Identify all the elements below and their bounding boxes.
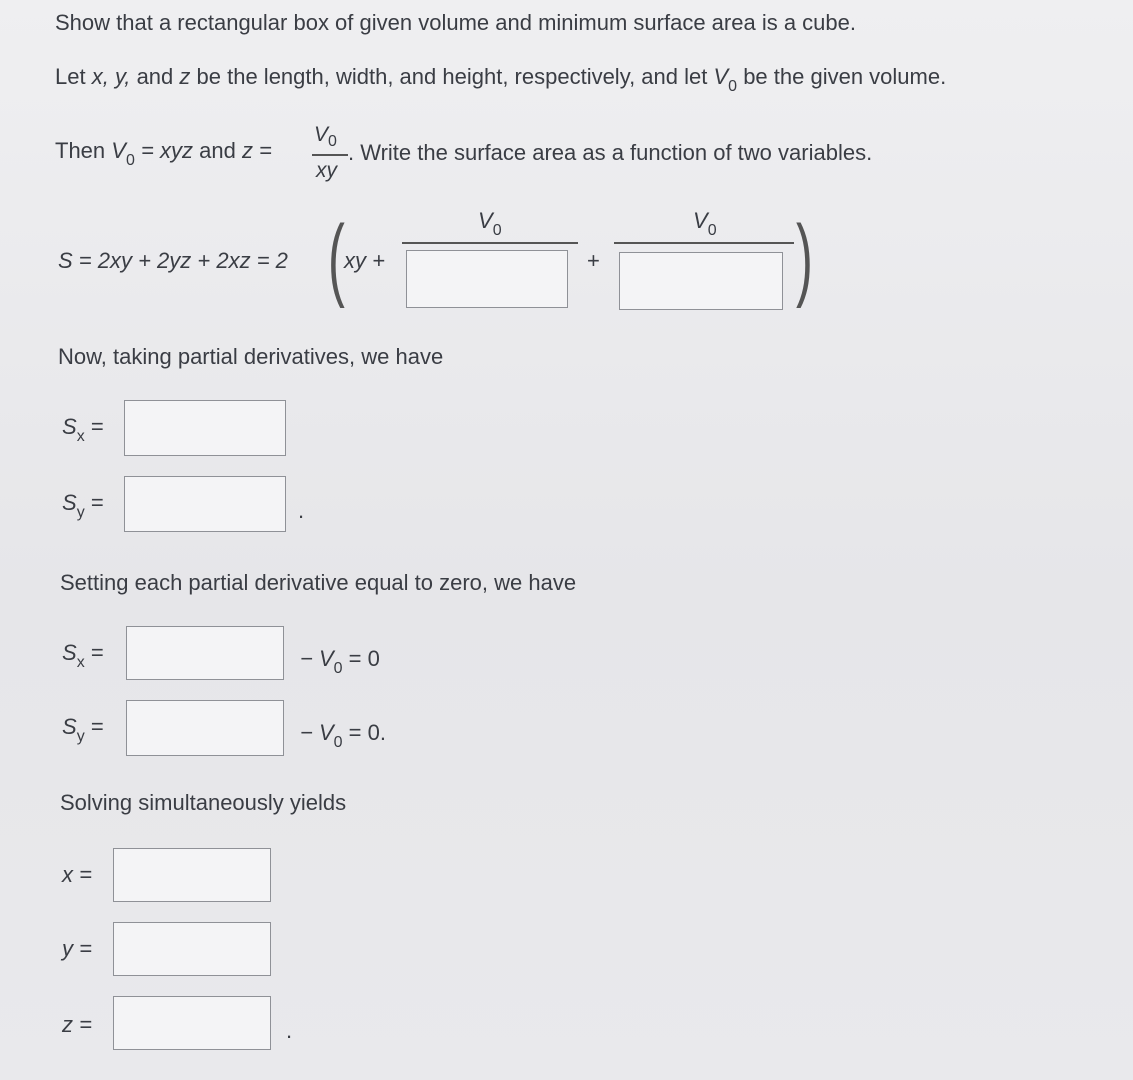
then-statement: Then $V_0$ = xyz and z = [55,138,272,169]
z-fraction-numerator: $V_0$ [314,123,337,150]
write-surface-instruction: . Write the surface area as a function of two variables. [348,140,873,165]
plus-sign: + [587,248,600,273]
setting-heading: Setting each partial derivative equal to zero, we have [60,570,577,595]
numerator-v0-2: $V_0$ [693,208,717,239]
surface-area-equation: S = 2xy + 2yz + 2xz = 2 [58,248,288,273]
left-parenthesis: ( [328,207,345,309]
y-label: y = [62,936,92,961]
sx-input[interactable] [124,400,286,456]
x-label: x = [62,862,92,887]
fraction-bar-2 [614,242,794,244]
right-parenthesis: ) [796,207,813,309]
sy-input[interactable] [124,476,286,532]
x-input[interactable] [113,848,271,902]
sx-zero-input[interactable] [126,626,284,680]
sy-label: $S_y$ = [62,490,104,521]
sy-zero-input[interactable] [126,700,284,756]
xy-plus: xy + [344,248,385,273]
z-period: . [286,1018,293,1043]
sx-zero-label: $S_x$ = [62,640,104,671]
sx-zero-tail: − $V_0 = 0$ [300,646,380,677]
z-input[interactable] [113,996,271,1050]
partials-heading: Now, taking partial derivatives, we have [58,344,444,369]
sy-zero-tail: − $V_0 = 0$. [300,720,386,751]
denominator-input-1[interactable] [406,250,568,308]
sy-zero-label: $S_y$ = [62,714,104,745]
z-fraction-bar [312,154,348,156]
sx-label: $S_x$ = [62,414,104,445]
problem-statement: Show that a rectangular box of given volume and minimum surface area is a cube. [55,10,856,35]
fraction-bar-1 [402,242,578,244]
solving-heading: Solving simultaneously yields [60,790,347,815]
denominator-input-2[interactable] [619,252,783,310]
variable-definition: Let x, y, and z be the length, width, and height, respectively, and let $V_0$ be the given volume. [55,64,947,95]
numerator-v0-1: $V_0$ [478,208,502,239]
sy-period: . [298,498,305,523]
z-label: z = [62,1012,92,1037]
z-fraction-denominator: xy [316,159,337,182]
y-input[interactable] [113,922,271,976]
